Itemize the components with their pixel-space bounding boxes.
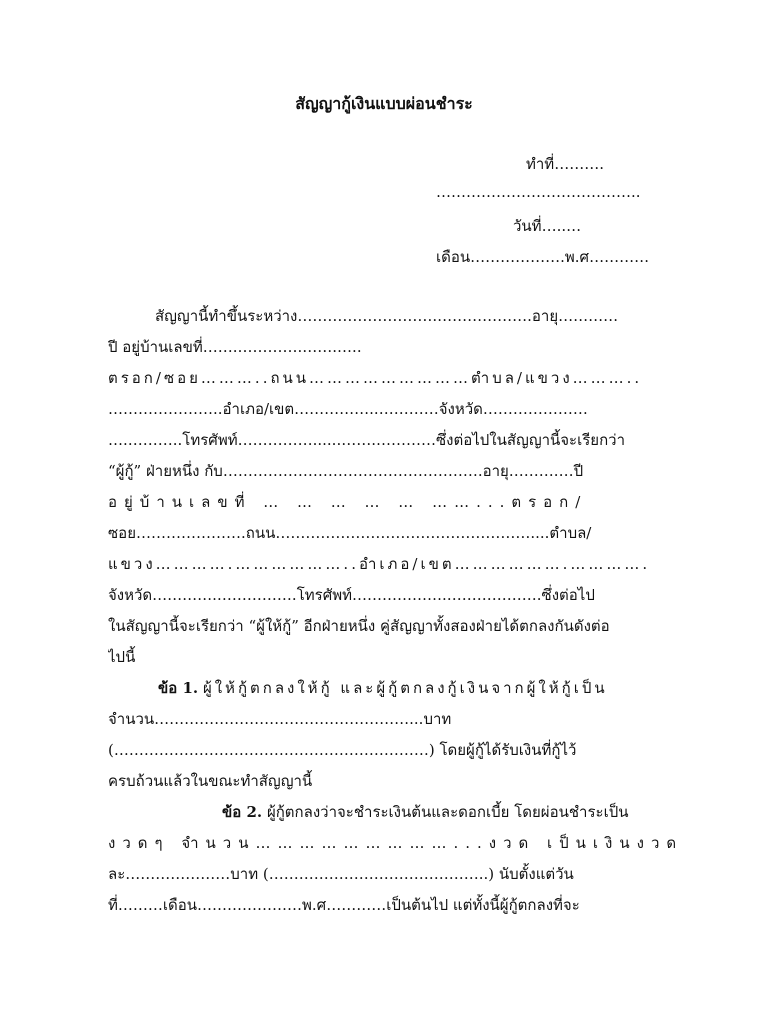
date-line: วันที่…..… [513,217,582,235]
body-line-11: ในสัญญานี้จะเรียกว่า “ผู้ให้กู้” อีกฝ่ายหนึ่ง คู่สัญญาทั้งสองฝ่ายได้ตกลงกันดังต่อ [108,617,610,635]
body-line-6: “ผู้กู้” ฝ่ายหนึ่ง กับ…………………………………………….อายุ……….…ปี [108,462,584,480]
body-line-10: จังหวัด………….…………….โทรศัพท์……………….……………….ซึ่งต่อไป [108,586,595,604]
clause-2-label: ข้อ 2. [222,803,263,821]
body-line-19: ละ…………………บาท (……………………………………..) นับตั้งแต่วัน [108,865,574,883]
body-line-15: (………………………………………………………) โดยผู้กู้ได้รับเงินที่กู้ไว้ [108,741,577,759]
body-line-7: อยู่บ้านเลขที่ … … … … … ……...ตรอก/ [108,493,588,511]
body-line-20: ที่………เดือน…………………พ.ศ…………เป็นต้นไป แต่ทั้งนี้ผู้กู้ตกลงที่จะ [108,896,580,914]
body-line-9: แขวง………….………………..อำเภอ/เขต……………….…………. [108,555,651,573]
clause-1-label: ข้อ 1. [158,679,199,697]
body-line-3: ตรอก/ซอย………..ถนน………………………ตำบล/แขวง……….. [108,369,643,387]
clause-2-text: ผู้กู้ตกลงว่าจะชำระเงินต้นและดอกเบี้ย โดยผ่อนชำระเป็น [266,803,629,821]
body-line-18: งวดๆ จำนวน………………………...งวด เป็นเงินงวด [108,834,684,852]
body-line-1: สัญญานี้ทำขึ้นระหว่าง……………………….……………….อายุ………… [155,307,619,325]
body-line-12: ไปนี้ [108,648,136,666]
body-line-8: ซอย………………….ถนน……………………………………………....ตำบล/ [108,524,592,542]
month-year-line: เดือน……………….พ.ศ………… [436,248,650,266]
clause-1-line [158,676,698,700]
document-title: สัญญากู้เงินแบบผ่อนชำระ [295,94,473,113]
clause-1-text: ผู้ให้กู้ตกลงให้กู้ และผู้กู้ตกลงกู้เงินจากผู้ให้กู้เป็น [202,679,608,697]
body-line-2: ปี อยู่บ้านเลขที่…….………….…….….. [108,338,362,356]
body-line-4: …………………..อำเภอ/เขต……………..…………จังหวัด………………… [108,400,588,418]
place-line: ………………………………….. [436,183,641,201]
body-line-16: ครบถ้วนแล้วในขณะทำสัญญานี้ [108,772,313,790]
body-line-5: ….………..โทรศัพท์……………......…….…………ซึ่งต่อไปในสัญญานี้จะเรียกว่า [108,431,626,449]
made-at-line: ทำที่………. [526,155,604,173]
body-line-14: จำนวน……………………………………………...บาท [108,710,452,728]
clause-2-line [222,800,698,824]
